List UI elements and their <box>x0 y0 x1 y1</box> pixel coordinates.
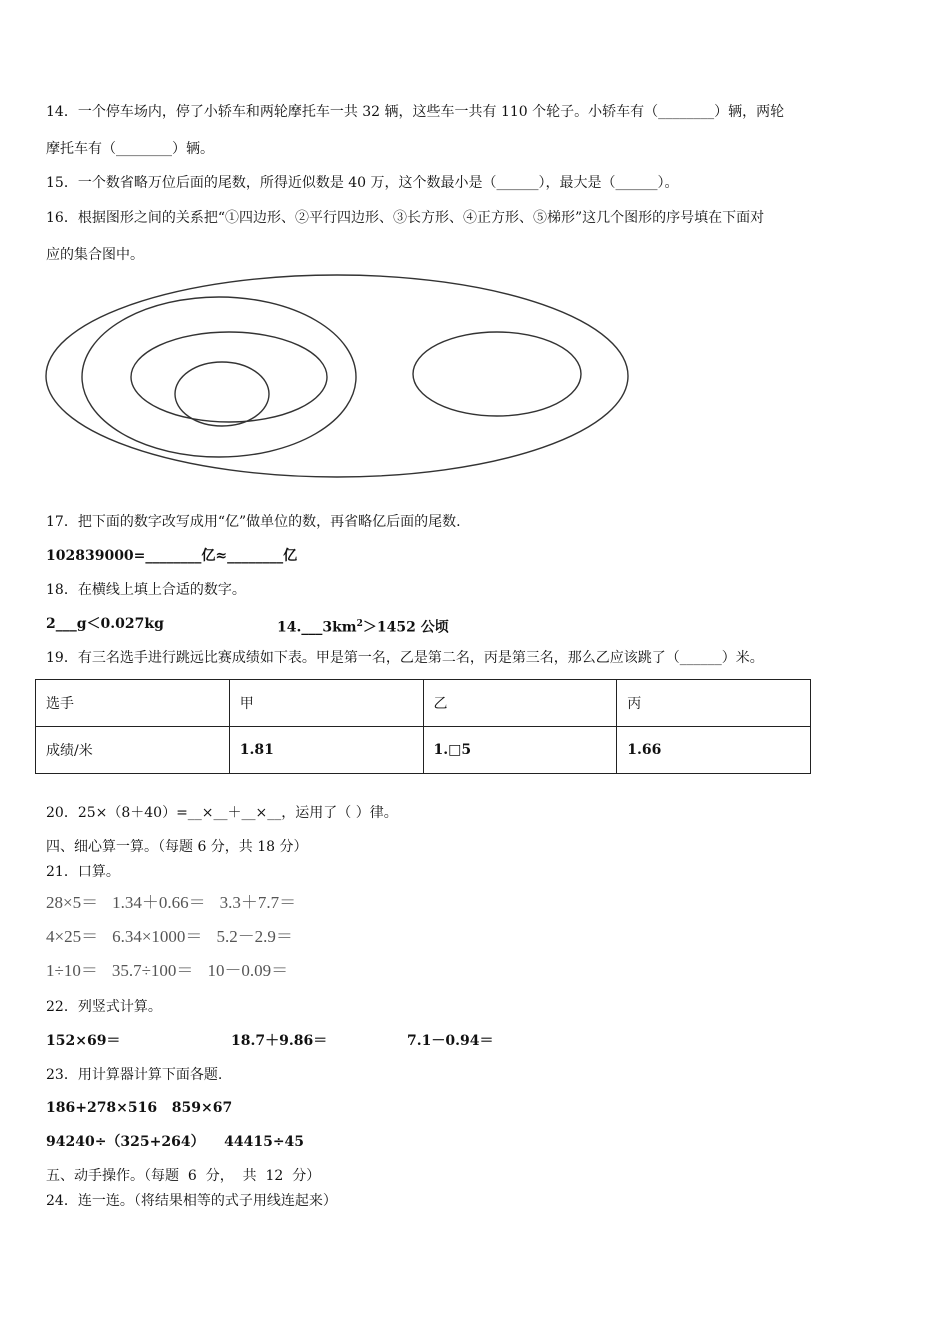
table-row <box>36 680 811 727</box>
table-cell: 1.81 <box>229 727 423 774</box>
set-ellipse-quadrilateral <box>46 275 628 477</box>
table-cell: 1.66 <box>617 727 811 774</box>
q23-prompt: 23．用计算器计算下面各题. <box>46 1067 223 1083</box>
q16-line2: 应的集合图中。 <box>46 247 144 263</box>
oral-calc-item: 10－0.09＝ <box>207 961 289 980</box>
q20-text: 20．25×（8＋40）=__×__＋__×__，运用了（ ）律。 <box>46 805 398 821</box>
q23-line1: 186+278×516 859×67 <box>46 1100 233 1116</box>
set-ellipse-rectangle <box>131 332 327 422</box>
q18-prompt: 18．在横线上填上合适的数字。 <box>46 582 246 598</box>
q23-line2: 94240÷（325+264） 44415÷45 <box>46 1134 305 1150</box>
q21-row-2 <box>46 927 307 947</box>
q22-item-2: 18.7＋9.86＝ <box>231 1033 328 1049</box>
q22-item-3: 7.1－0.94＝ <box>407 1033 494 1049</box>
q18-left-item: 2___g＜0.027kg <box>46 616 164 632</box>
q17-prompt: 17．把下面的数字改写成用“亿”做单位的数，再省略亿后面的尾数. <box>46 514 461 530</box>
table-cell: 丙 <box>617 680 811 727</box>
table-cell: 乙 <box>423 680 617 727</box>
q18-right-a: 14.___3km <box>277 619 357 636</box>
table-cell: 选手 <box>36 680 230 727</box>
table-cell: 成绩/米 <box>36 727 230 774</box>
oral-calc-item: 35.7÷100＝ <box>111 961 194 980</box>
oral-calc-item: 1÷10＝ <box>46 961 98 980</box>
q18-right-sup: 2 <box>356 619 363 629</box>
oral-calc-item: 4×25＝ <box>46 927 99 946</box>
set-ellipse-square <box>175 362 269 426</box>
score-table <box>35 679 811 774</box>
oral-calc-item: 3.3＋7.7＝ <box>219 893 297 912</box>
oral-calc-item: 5.2－2.9＝ <box>216 927 293 946</box>
q21-prompt: 21．口算。 <box>46 864 120 880</box>
q18-right-item <box>277 614 449 638</box>
q15-text: 15．一个数省略万位后面的尾数，所得近似数是 40 万，这个数最小是（______），最大是（______）。 <box>46 175 679 191</box>
q18-right-b: ＞1452 公顷 <box>362 619 449 636</box>
set-ellipse-trapezoid <box>413 332 581 416</box>
section5-heading: 五、动手操作。（每题 6 分， 共 12 分） <box>46 1168 321 1184</box>
set-ellipse-parallelogram <box>82 297 356 457</box>
q14-line1: 14．一个停车场内，停了小轿车和两轮摩托车一共 32 辆，这些车一共有 110 个轮子。小轿车有（________）辆，两轮 <box>46 104 785 120</box>
table-row <box>36 727 811 774</box>
q21-row-3 <box>46 961 302 981</box>
q19-prompt: 19．有三名选手进行跳远比赛成绩如下表。甲是第一名，乙是第二名，丙是第三名，那么乙应该跳了（______）米。 <box>46 650 764 666</box>
q16-line1: 16．根据图形之间的关系把“①四边形、②平行四边形、③长方形、④正方形、⑤梯形”这几个图形的序号填在下面对 <box>46 210 765 226</box>
q14-line2: 摩托车有（________）辆。 <box>46 141 214 157</box>
table-cell: 甲 <box>229 680 423 727</box>
q21-row-1 <box>46 893 310 913</box>
oral-calc-item: 1.34＋0.66＝ <box>112 893 206 912</box>
q22-item-1: 152×69＝ <box>46 1033 121 1049</box>
oral-calc-item: 28×5＝ <box>46 893 99 912</box>
oral-calc-item: 6.34×1000＝ <box>112 927 203 946</box>
table-cell: 1.□5 <box>423 727 617 774</box>
q17-expression: 102839000=________亿≈________亿 <box>46 548 298 564</box>
q24-text: 24．连一连。（将结果相等的式子用线连起来） <box>46 1193 337 1209</box>
q22-prompt: 22．列竖式计算。 <box>46 999 162 1015</box>
section4-heading: 四、细心算一算。（每题 6 分，共 18 分） <box>46 839 308 855</box>
set-diagram <box>0 0 950 500</box>
